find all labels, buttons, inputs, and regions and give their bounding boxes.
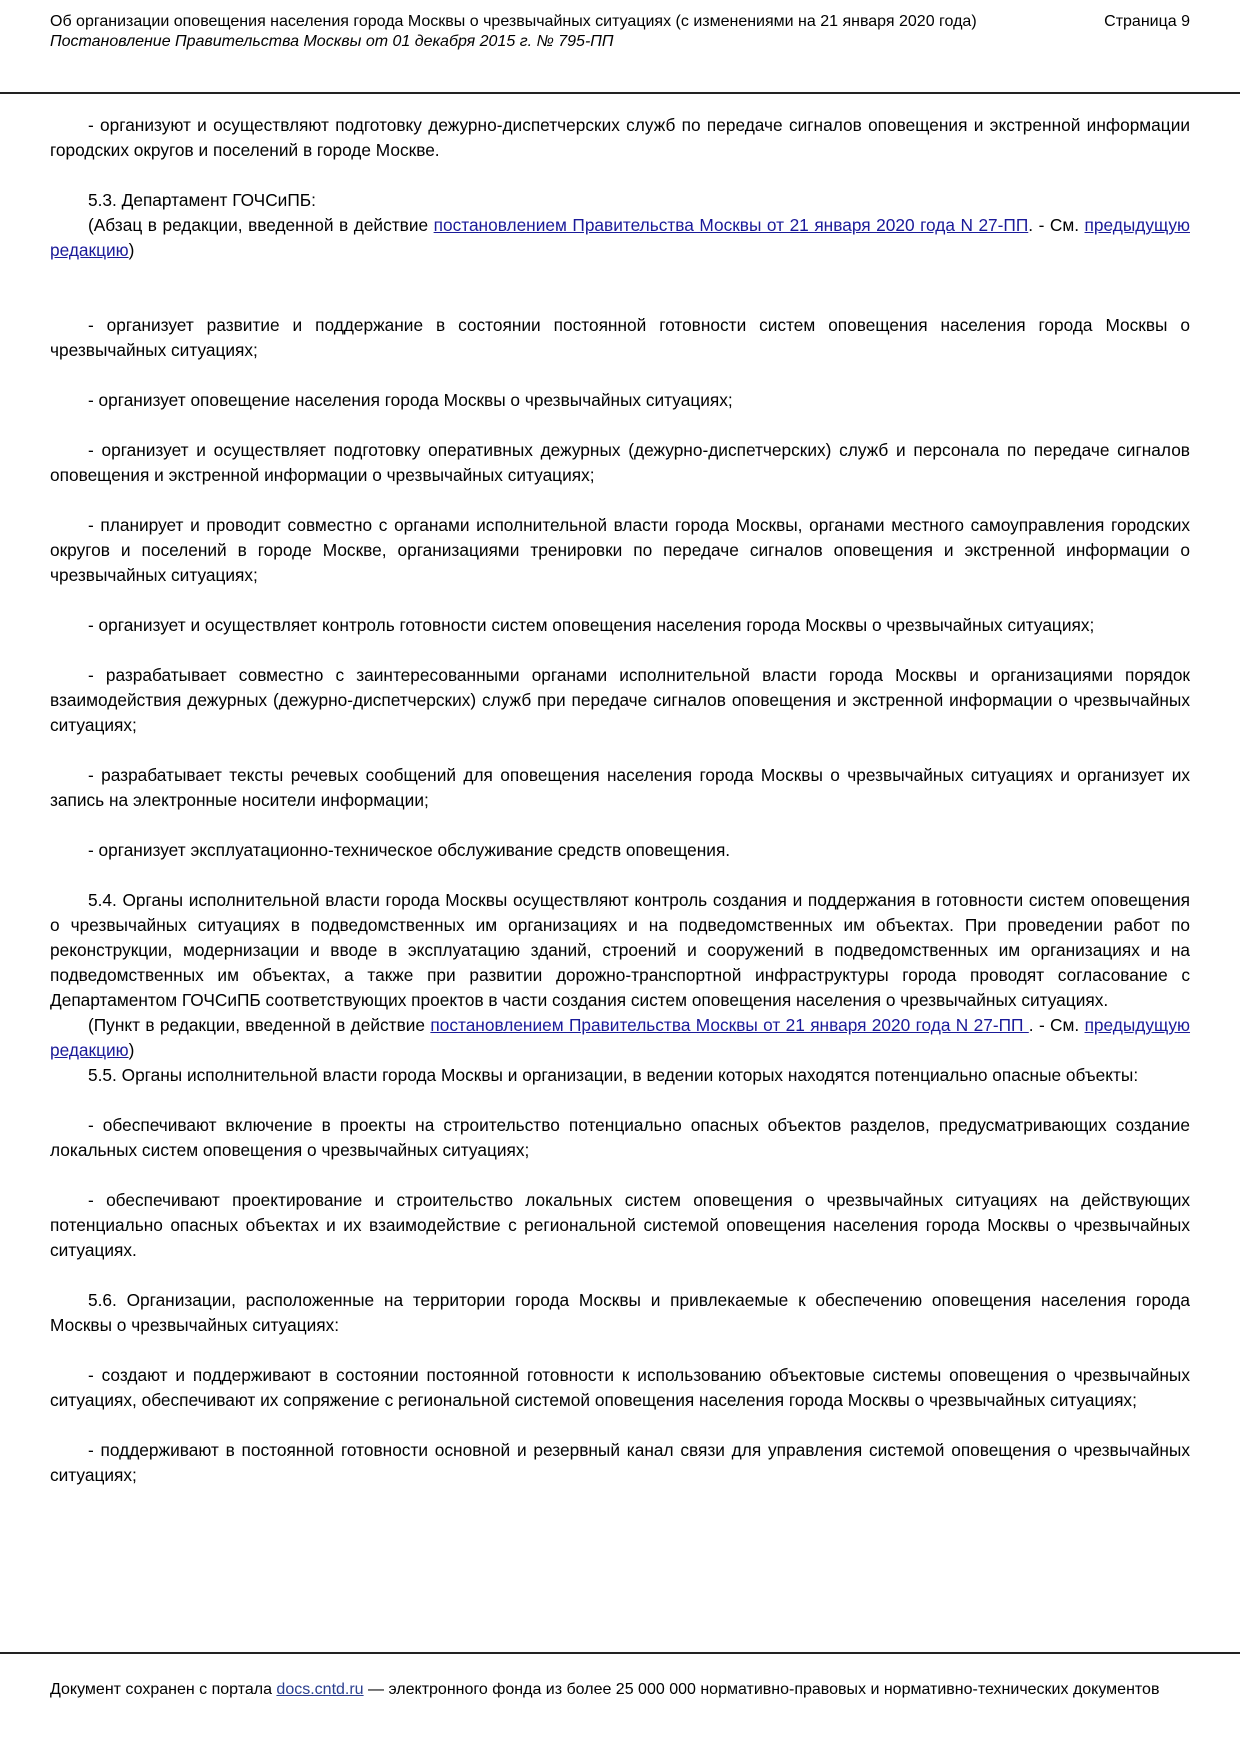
footer-text: — электронного фонда из более 25 000 000 нормативно-правовых и нормативно-технических документов [363, 1681, 1160, 1698]
resolution-link[interactable]: постановлением Правительства Москвы от 21 января 2020 года N 27-ПП [430, 1015, 1029, 1035]
previous-edition-link[interactable]: предыдущую редакцию [50, 215, 1190, 260]
page-number: Страница 9 [1104, 13, 1190, 30]
list-item: - поддерживают в постоянной готовности основной и резервный канал связи для управления системой оповещения о чрезвычайных ситуациях; [50, 1440, 1190, 1485]
section-5-6: 5.6. Организации, расположенные на территории города Москвы и привлекаемые к обеспечению оповещения населения города Москвы о чрезвычайных ситуациях: [50, 1290, 1190, 1335]
list-item: - обеспечивают включение в проекты на строительство потенциально опасных объектов разделов, предусматривающих создание локальных систем оповещения о чрезвычайных ситуациях; [50, 1115, 1190, 1160]
note-text: . - См. [1028, 1015, 1085, 1035]
document-subtitle: Постановление Правительства Москвы от 01 декабря 2015 г. № 795-ПП [50, 33, 614, 50]
section-5-3-note [50, 213, 1190, 263]
note-text: ) [128, 240, 135, 260]
footer-divider [0, 1652, 1240, 1654]
document-body [50, 113, 1190, 1488]
note-text: . - См. [1028, 215, 1085, 235]
section-5-4: 5.4. Органы исполнительной власти города Москвы осуществляют контроль создания и поддержания в готовности систем оповещения о чрезвычайных ситуациях в подведомственных им организациях и на подведомственных им объектах. При проведении работ по реконструкции, модернизации и вводе в эксплуатацию зданий, строений и сооружений в подведомственных им организациях и на подведомственных им объектах, а также при развитии дорожно-транспортной инфраструктуры города проводят согласование с Департаментом ГОЧСиПБ соответствующих проектов в части создания систем оповещения населения о чрезвычайных ситуациях. [50, 890, 1190, 1010]
section-5-5: 5.5. Органы исполнительной власти города Москвы и организации, в ведении которых находятся потенциально опасные объекты: [88, 1065, 1139, 1085]
portal-link[interactable]: docs.cntd.ru [276, 1681, 364, 1698]
list-item: - организует и осуществляет контроль готовности систем оповещения населения города Москвы о чрезвычайных ситуациях; [88, 615, 1095, 635]
previous-edition-link[interactable]: предыдущую редакцию [50, 1015, 1191, 1060]
list-item: - организует оповещение населения города Москвы о чрезвычайных ситуациях; [88, 390, 733, 410]
page-header [50, 12, 1190, 52]
list-item: - разрабатывает тексты речевых сообщений для оповещения населения города Москвы о чрезвычайных ситуациях и организует их запись на электронные носители информации; [50, 765, 1190, 810]
list-item: - создают и поддерживают в состоянии постоянной готовности к использованию объектовые системы оповещения о чрезвычайных ситуациях, обеспечивают их сопряжение с региональной системой оповещения населения города Москвы о чрезвычайных ситуациях; [50, 1365, 1190, 1410]
section-5-4-note [50, 1013, 1190, 1063]
note-text: (Пункт в редакции, введенной в действие [88, 1015, 431, 1035]
header-divider [0, 92, 1240, 94]
list-item: - организует эксплуатационно-техническое обслуживание средств оповещения. [88, 840, 731, 860]
list-item: - разрабатывает совместно с заинтересованными органами исполнительной власти города Москвы и организациями порядок взаимодействия дежурных (дежурно-диспетчерских) служб при передаче сигналов оповещения и экстренной информации о чрезвычайных ситуациях; [50, 665, 1190, 735]
note-text: ) [128, 1040, 135, 1060]
footer-text: Документ сохранен с портала [50, 1681, 277, 1698]
list-item: - организует и осуществляет подготовку оперативных дежурных (дежурно-диспетчерских) служб и персонала по передаче сигналов оповещения и экстренной информации о чрезвычайных ситуациях; [50, 440, 1190, 485]
document-title: Об организации оповещения населения города Москвы о чрезвычайных ситуациях (с изменениями на 21 января 2020 года) [50, 13, 977, 30]
resolution-link[interactable]: постановлением Правительства Москвы от 21 января 2020 года N 27-ПП [433, 215, 1029, 235]
list-item: - организует развитие и поддержание в состоянии постоянной готовности систем оповещения населения города Москвы о чрезвычайных ситуациях; [50, 315, 1190, 360]
list-item: - планирует и проводит совместно с органами исполнительной власти города Москвы, органами местного самоуправления городских округов и поселений в городе Москве, организациями тренировки по передаче сигналов оповещения и экстренной информации о чрезвычайных ситуациях; [50, 515, 1190, 585]
list-item: - обеспечивают проектирование и строительство локальных систем оповещения о чрезвычайных ситуациях на действующих потенциально опасных объектах и их взаимодействие с региональной системой оповещения населения города Москвы о чрезвычайных ситуациях. [50, 1190, 1190, 1260]
section-5-3-title: 5.3. Департамент ГОЧСиПБ: [88, 190, 316, 210]
page-footer [50, 1680, 1190, 1700]
note-text: (Абзац в редакции, введенной в действие [88, 215, 434, 235]
paragraph: - организуют и осуществляют подготовку дежурно-диспетчерских служб по передаче сигналов оповещения и экстренной информации городских округов и поселений в городе Москве. [50, 115, 1190, 160]
